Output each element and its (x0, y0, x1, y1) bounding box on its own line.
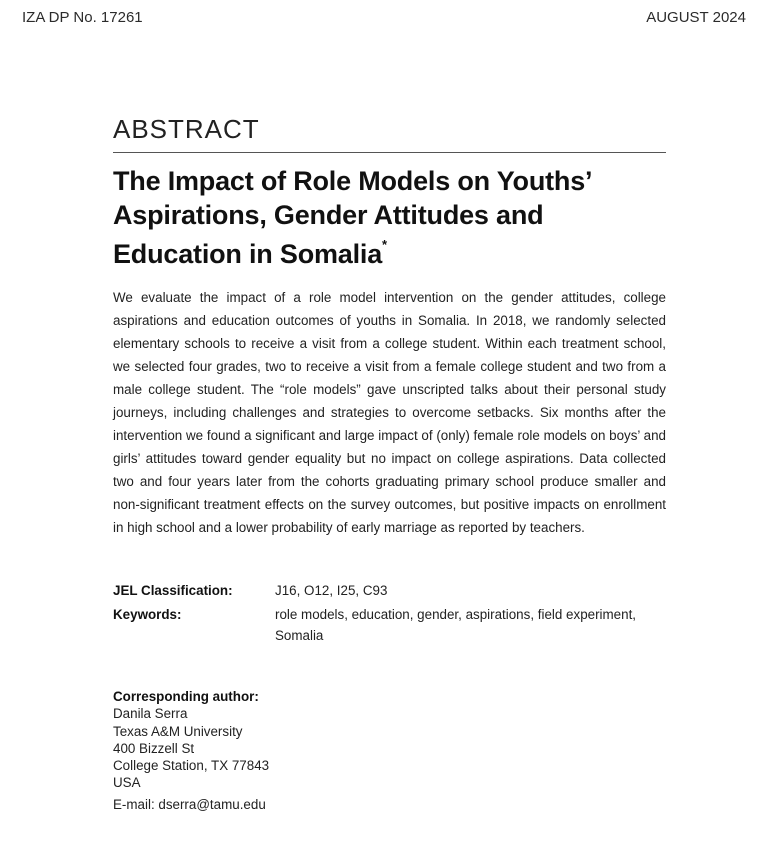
paper-title (113, 164, 673, 271)
author-name: Danila Serra (113, 706, 188, 722)
publication-date: AUGUST 2024 (646, 9, 746, 26)
jel-label: JEL Classification: (113, 583, 233, 598)
series-number: IZA DP No. 17261 (22, 9, 143, 26)
author-institution: Texas A&M University (113, 723, 243, 739)
jel-value: J16, O12, I25, C93 (275, 583, 388, 598)
corresponding-author-label: Corresponding author: (113, 689, 259, 704)
author-street: 400 Bizzell St (113, 740, 195, 756)
paper-title-text: The Impact of Role Models on Youths’ Aspirations, Gender Attitudes and Education in Somalia (113, 166, 591, 269)
corresponding-author-block (113, 688, 269, 792)
author-email[interactable]: E-mail: dserra@tamu.edu (113, 797, 266, 812)
author-country: USA (113, 775, 141, 791)
heading-divider (113, 152, 666, 153)
section-heading: ABSTRACT (113, 114, 260, 144)
keywords-value: role models, education, gender, aspirations, field experiment, Somalia (275, 607, 637, 643)
author-city: College Station, TX 77843 (113, 758, 270, 774)
abstract-text: We evaluate the impact of a role model intervention on the gender attitudes, college aspirations and education outcomes of youths in Somalia. In 2018, we randomly selected elementary schools to receive a visit from a college student. Within each treatment school, we selected four grades, two to receive a visit from a female college student and two from a male college student. The “role models” gave unscripted talks about their personal study journeys, including challenges and strategies to overcome setbacks. Six months after the intervention we found a significant and large impact of (only) female role models on boys’ and girls’ attitudes toward gender equality but no impact on college aspirations. Data collected two and four years later from the cohorts graduating primary school produce smaller and non-significant treatment effects on the survey outcomes, but positive impacts on enrollment in high school and a lower probability of early marriage as reported by teachers. (113, 290, 666, 535)
title-footnote-mark: * (382, 237, 387, 252)
keywords-label: Keywords: (113, 607, 182, 622)
